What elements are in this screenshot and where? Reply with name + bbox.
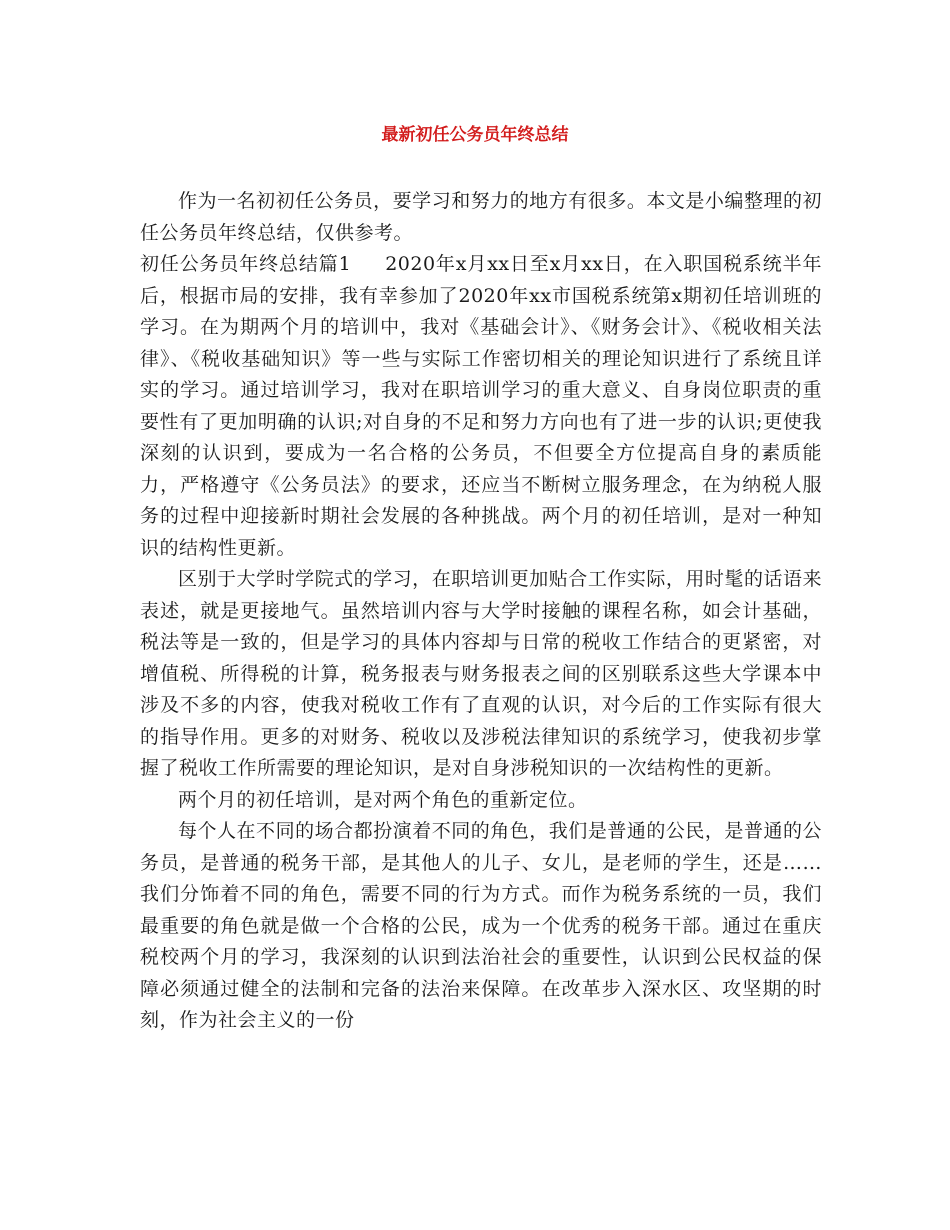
document-title: 最新初任公务员年终总结: [381, 125, 569, 145]
paragraph-2: 区别于大学时学院式的学习，在职培训更加贴合工作实际，用时髦的话语来表述，就是更接地气。虽然培训内容与大学时接触的课程名称，如会计基础，税法等是一致的，但是学习的具体内容却与日常的税收工作结合的更紧密，对增值税、所得税的计算，税务报表与财务报表之间的区别联系这些大学课本中涉及不多的内容，使我对税收工作有了直观的认识，对今后的工作实际有很大的指导作用。更多的对财务、税收以及涉税法律知识的系统学习，使我初步掌握了税收工作所需要的理论知识，是对自身涉税知识的一次结构性的更新。: [140, 568, 822, 779]
paragraph-3: 两个月的初任培训，是对两个角色的重新定位。: [178, 788, 588, 811]
paragraph-1: 2020年x月xx日至x月xx日，在入职国税系统半年后，根据市局的安排，我有幸参加了2020年xx市国税系统第x期初任培训班的学习。在为期两个月的培训中，我对《基础会计》、《财务会计》、《税收相关法律》、《税收基础知识》等一些与实际工作密切相关的理论知识进行了系统且详实的学习。通过培训学习，我对在职培训学习的重大意义、自身岗位职责的重要性有了更加明确的认识;对自身的不足和努力方向也有了进一步的认识;更使我深刻的认识到，要成为一名合格的公务员，不但要全方位提高自身的素质能力，严格遵守《公务员法》的要求，还应当不断树立服务理念，在为纳税人服务的过程中迎接新时期社会发展的各种挑战。两个月的初任培训，是对一种知识的结构性更新。: [140, 253, 823, 559]
document-body: [140, 186, 822, 1037]
paragraph-4: 每个人在不同的场合都扮演着不同的角色，我们是普通的公民，是普通的公务员，是普通的税务干部，是其他人的儿子、女儿，是老师的学生，还是……我们分饰着不同的角色，需要不同的行为方式。而作为税务系统的一员，我们最重要的角色就是做一个合格的公民，成为一个优秀的税务干部。通过在重庆税校两个月的学习，我深刻的认识到法治社会的重要性，认识到公民权益的保障必须通过健全的法制和完备的法治来保障。在改革步入深水区、攻坚期的时刻，作为社会主义的一份: [140, 820, 822, 1031]
intro-paragraph: 作为一名初初任公务员，要学习和努力的地方有很多。本文是小编整理的初任公务员年终总结，仅供参考。: [140, 190, 822, 244]
section-heading: 初任公务员年终总结篇1: [140, 253, 352, 275]
section-paragraph: [140, 249, 822, 564]
